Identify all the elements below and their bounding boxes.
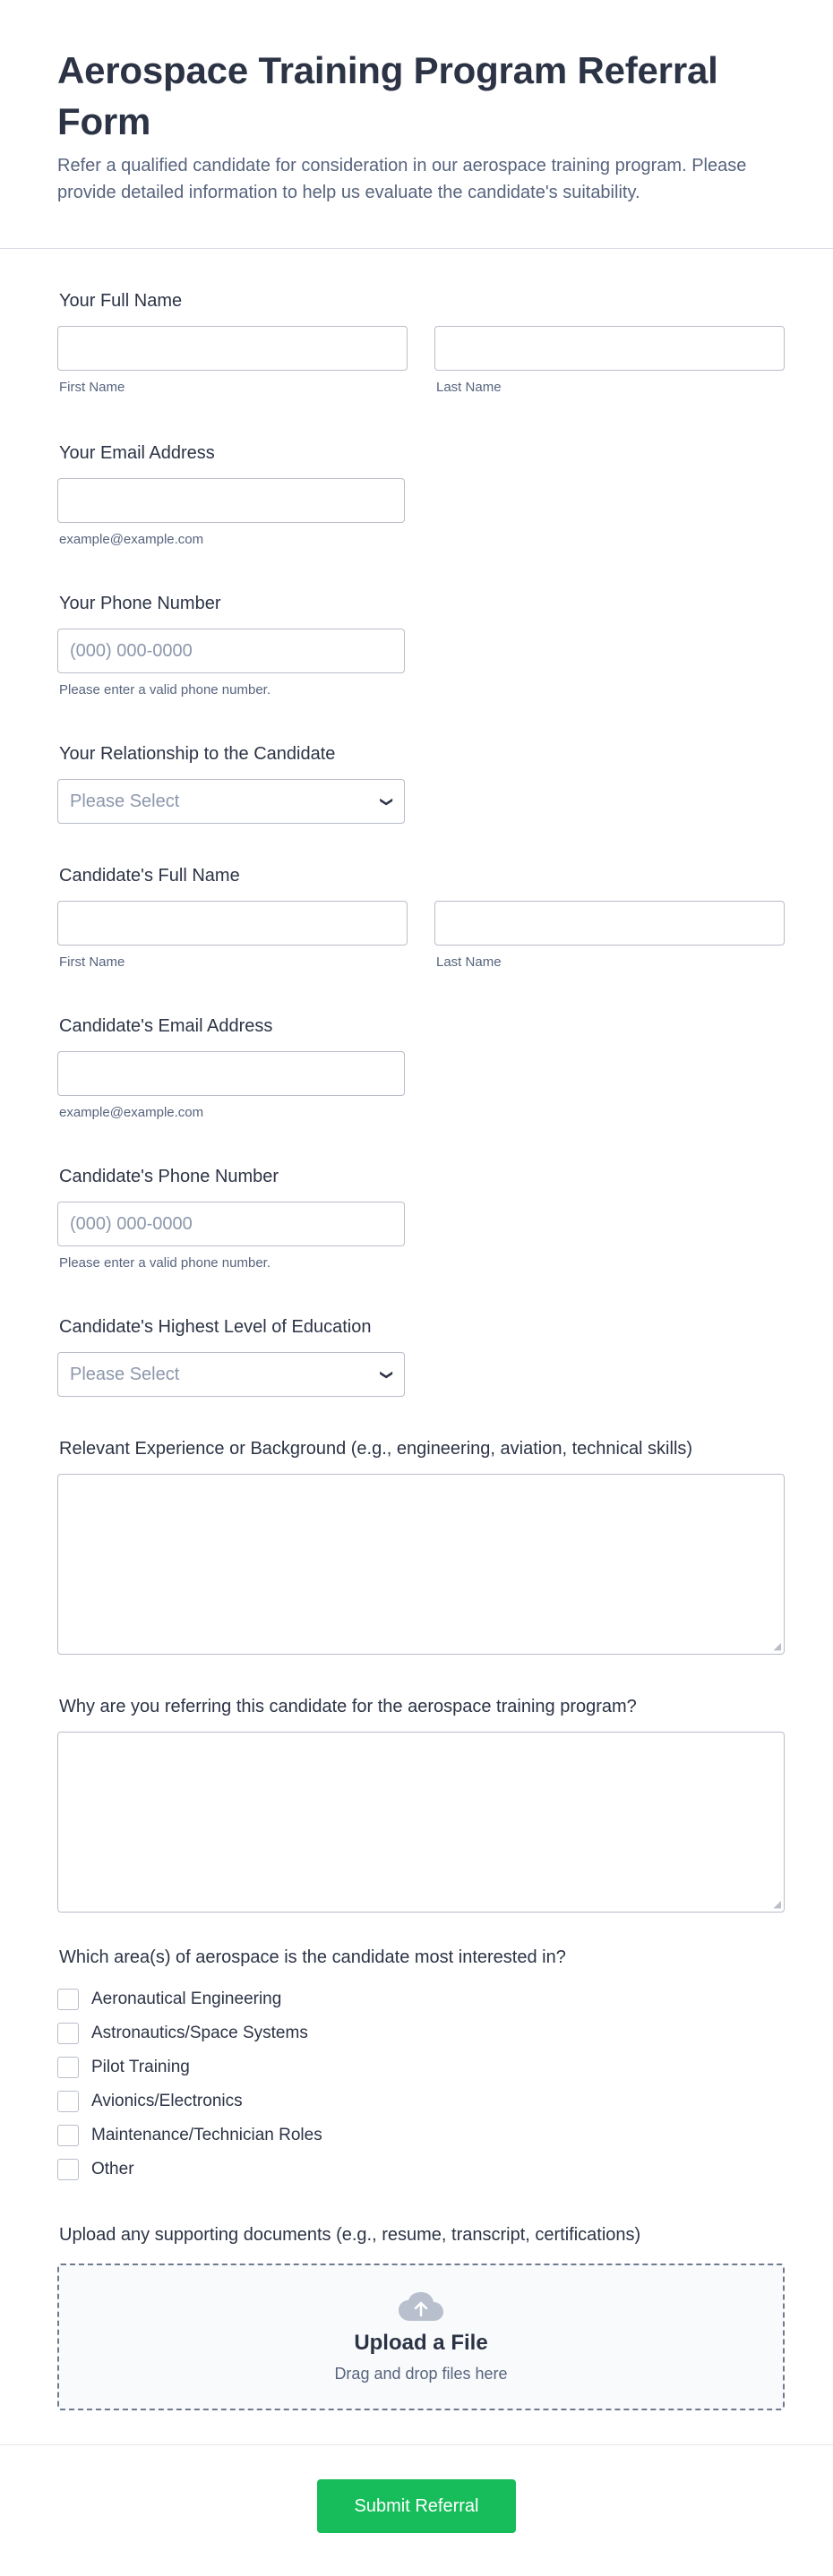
- checkbox-box[interactable]: [57, 1989, 79, 2010]
- checkbox-box[interactable]: [57, 2057, 79, 2078]
- your-first-name-input[interactable]: [57, 326, 408, 371]
- upload-title: Upload a File: [354, 2330, 488, 2355]
- your-email-label: Your Email Address: [59, 443, 215, 463]
- relationship-select[interactable]: [57, 779, 405, 824]
- checkbox-label: Maintenance/Technician Roles: [91, 2126, 322, 2144]
- upload-label: Upload any supporting documents (e.g., resume, transcript, certifications): [59, 2225, 641, 2245]
- page-description: Refer a qualified candidate for consideration in our aerospace training program. Please provide detailed information to help us evaluate the candidate's suitability.: [57, 156, 747, 202]
- your-phone-input[interactable]: (000) 000-0000: [57, 629, 405, 673]
- checkbox-label: Aeronautical Engineering: [91, 1990, 282, 2008]
- checkbox-box[interactable]: [57, 2091, 79, 2112]
- checkbox-label: Astronautics/Space Systems: [91, 2024, 308, 2042]
- your-phone-label: Your Phone Number: [59, 594, 221, 613]
- checkbox-aeronautical[interactable]: [57, 1982, 785, 2016]
- checkbox-box[interactable]: [57, 2023, 79, 2044]
- education-field: [57, 1314, 785, 1436]
- your-email-input[interactable]: [57, 478, 405, 523]
- your-phone-hint: Please enter a valid phone number.: [59, 682, 271, 697]
- candidate-phone-field: [57, 1164, 785, 1314]
- areas-field: [57, 1945, 785, 2222]
- your-name-field: [57, 288, 785, 441]
- chevron-down-icon: ❯: [380, 1369, 395, 1380]
- candidate-email-input[interactable]: [57, 1051, 405, 1096]
- candidate-last-name-input[interactable]: [434, 901, 785, 946]
- education-select[interactable]: [57, 1352, 405, 1397]
- candidate-name-field: [57, 863, 785, 1014]
- candidate-first-name-input[interactable]: [57, 901, 408, 946]
- resize-grip-icon[interactable]: ◢: [773, 1899, 781, 1910]
- candidate-email-hint: example@example.com: [59, 1105, 204, 1120]
- why-label: Why are you referring this candidate for the aerospace training program?: [59, 1697, 637, 1716]
- experience-textarea[interactable]: [57, 1474, 785, 1655]
- areas-checkbox-group: [57, 1982, 785, 2187]
- areas-label: Which area(s) of aerospace is the candidate most interested in?: [59, 1947, 566, 1967]
- checkbox-label: Other: [91, 2160, 134, 2178]
- referral-form: [0, 249, 833, 2410]
- your-last-name-input[interactable]: [434, 326, 785, 371]
- checkbox-astronautics[interactable]: [57, 2016, 785, 2050]
- last-name-sublabel: Last Name: [436, 380, 502, 395]
- candidate-phone-label: Candidate's Phone Number: [59, 1167, 279, 1186]
- why-field: [57, 1694, 785, 1945]
- education-label: Candidate's Highest Level of Education: [59, 1317, 372, 1337]
- file-dropzone[interactable]: [57, 2264, 785, 2410]
- upload-subtitle: Drag and drop files here: [334, 2364, 508, 2383]
- checkbox-avionics[interactable]: [57, 2084, 785, 2118]
- checkbox-other[interactable]: [57, 2152, 785, 2187]
- candidate-email-field: [57, 1014, 785, 1164]
- checkbox-label: Pilot Training: [91, 2058, 190, 2076]
- first-name-sublabel: First Name: [59, 954, 125, 970]
- your-email-field: [57, 441, 785, 591]
- your-email-hint: example@example.com: [59, 532, 204, 547]
- candidate-email-label: Candidate's Email Address: [59, 1016, 273, 1036]
- candidate-phone-hint: Please enter a valid phone number.: [59, 1255, 271, 1271]
- chevron-down-icon: ❯: [380, 796, 395, 807]
- upload-field: [57, 2222, 785, 2410]
- experience-label: Relevant Experience or Background (e.g., engineering, aviation, technical skills): [59, 1439, 693, 1459]
- candidate-phone-input[interactable]: (000) 000-0000: [57, 1202, 405, 1246]
- candidate-name-label: Candidate's Full Name: [59, 866, 240, 886]
- checkbox-pilot[interactable]: [57, 2050, 785, 2084]
- relationship-placeholder: Please Select: [70, 791, 180, 811]
- submit-button[interactable]: Submit Referral: [317, 2479, 516, 2533]
- your-phone-field: [57, 591, 785, 741]
- checkbox-maintenance[interactable]: [57, 2118, 785, 2152]
- experience-field: [57, 1436, 785, 1694]
- checkbox-box[interactable]: [57, 2159, 79, 2180]
- relationship-field: [57, 741, 785, 863]
- cloud-upload-icon: [398, 2291, 444, 2322]
- relationship-label: Your Relationship to the Candidate: [59, 744, 336, 764]
- why-textarea[interactable]: [57, 1732, 785, 1913]
- your-name-label: Your Full Name: [59, 291, 183, 311]
- resize-grip-icon[interactable]: ◢: [773, 1641, 781, 1652]
- form-footer: [0, 2444, 833, 2576]
- checkbox-label: Avionics/Electronics: [91, 2092, 243, 2110]
- last-name-sublabel: Last Name: [436, 954, 502, 970]
- first-name-sublabel: First Name: [59, 380, 125, 395]
- education-placeholder: Please Select: [70, 1364, 180, 1384]
- form-header: [0, 0, 833, 249]
- page-title: Aerospace Training Program Referral Form: [57, 49, 718, 142]
- checkbox-box[interactable]: [57, 2125, 79, 2146]
